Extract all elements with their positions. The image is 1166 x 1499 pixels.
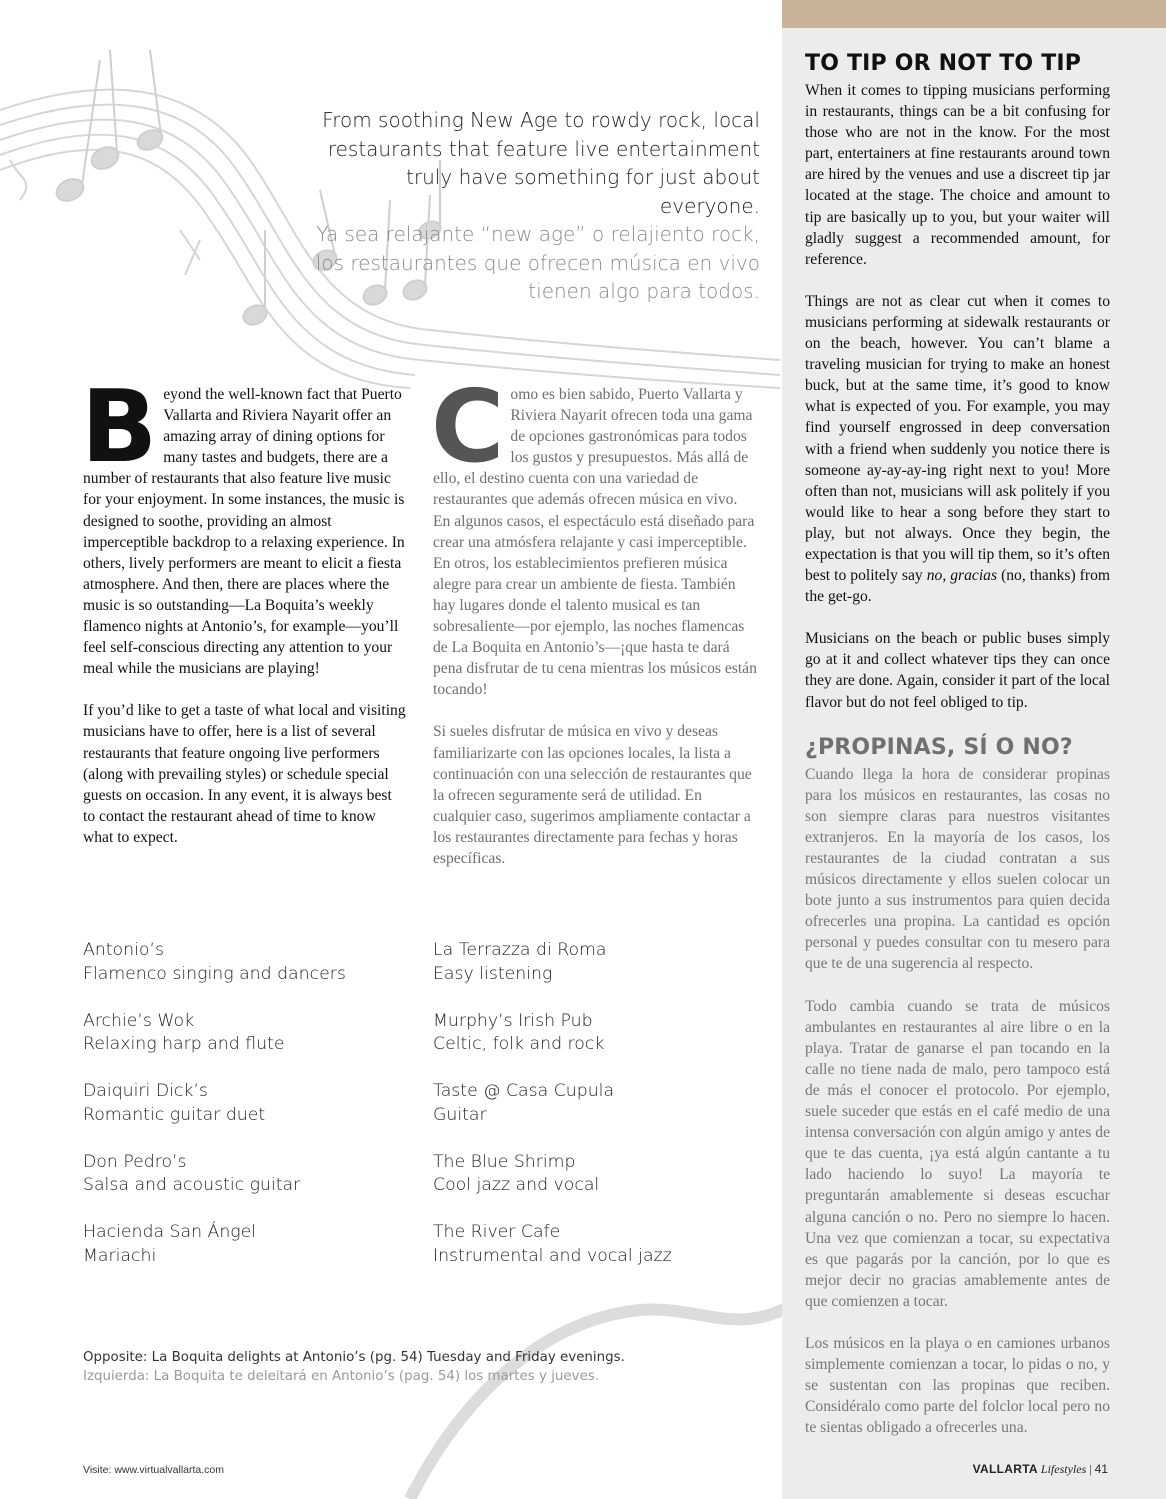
venue-style: Easy listening	[433, 963, 553, 984]
sidebar-paragraph-spanish: Los músicos en la playa o en camiones urbanos simplemente comienzan a tocar, lo pidas o no, y se sustentan con las propinas que reciben. Considéralo como parte del folclor local pero no te sientas obligado a ofrecerles una.	[805, 1334, 1110, 1437]
venue-item	[433, 1151, 753, 1222]
sidebar-text	[805, 50, 1110, 1459]
folio-separator: |	[1089, 1462, 1092, 1476]
venue-style: Instrumental and vocal jazz	[433, 1245, 672, 1266]
pull-quote-english: From soothing New Age to rowdy rock, local restaurants that feature live entertainment truly have something for just about everyone.	[322, 108, 760, 218]
drop-cap: C	[431, 368, 505, 485]
drop-cap: B	[81, 368, 158, 485]
sidebar-paragraph-spanish: Todo cambia cuando se trata de músicos ambulantes en restaurantes al aire libre o en la playa. Tratar de ganarse el pan tocando en la calle no tiene nada de malo, pero tampoco está de más el conocer el protocolo. Por ejemplo, suele suceder que estás en el café medio de una intensa conversación con algún amigo y antes de que te das cuenta, ¡ya está algún cantante a tu lado haciendo lo suyo! La mayoría te preguntarán amablemente si deseas escuchar alguna canción o no. Pero no siempre lo hacen. Una vez que comienzan a tocar, su expectativa es que pagarás por la canción, por lo que es mejor decir no gracias amablemente antes de que comienzen a tocar.	[805, 997, 1110, 1310]
sidebar-italic-phrase: no, gracias	[926, 567, 998, 585]
venue-name: Antonio’s	[83, 940, 164, 960]
venue-item	[433, 1221, 753, 1292]
sidebar-paragraph: When it comes to tipping musicians performing in restaurants, things can be a bit confusing for those who are not in the know. For the most part, entertainers at fine restaurants around town are hired by the venues and use a discreet tip jar located at the stage. The choice and amount to tip are basically up to you, but your waiter will gladly suggest a recommended amount, for reference.	[805, 82, 1110, 268]
venue-item	[433, 1010, 753, 1081]
page-number: 41	[1094, 1462, 1108, 1476]
footer-website: Visite: www.virtualvallarta.com	[83, 1464, 225, 1476]
caption-spanish: Izquierda: La Boquita te deleitará en Antonio’s (pag. 54) los martes y jueves.	[83, 1369, 600, 1384]
venue-name: La Terrazza di Roma	[433, 940, 607, 960]
pull-quote-spanish: Ya sea relajante “new age” o relajiento rock, los restaurantes que ofrecen música en vivo tienen algo para todos.	[315, 222, 760, 303]
venue-style: Guitar	[433, 1104, 487, 1125]
venue-list-left	[83, 939, 403, 1292]
pull-quote	[300, 106, 760, 306]
magazine-brand: VALLARTA	[972, 1462, 1038, 1476]
caption-english: Opposite: La Boquita delights at Antonio’s (pg. 54) Tuesday and Friday evenings.	[83, 1350, 625, 1365]
sidebar-color-band	[782, 0, 1166, 28]
sidebar-heading-spanish: ¿PROPINAS, SÍ O NO?	[805, 734, 1073, 760]
venue-name: The River Cafe	[433, 1222, 561, 1242]
venue-item	[433, 1080, 753, 1151]
sidebar-paragraph-spanish: Cuando llega la hora de considerar propinas para los músicos en restaurantes, las cosas no son siempre claras para nuestros visitantes extranjeros. En la mayoría de los casos, los restaurantes de la ciudad contratan a sus músicos directamente y ellos suelen colocar un bote junto a sus instrumentos para quien decida ofrecerles una propina. La cantidad es opción personal y puedes consultar con tu mesero para que te de una sugerencia al respecto.	[805, 765, 1110, 973]
venue-item	[433, 939, 753, 1010]
venue-name: Taste @ Casa Cupula	[433, 1081, 615, 1101]
magazine-brand-sub: Lifestyles	[1040, 1462, 1087, 1476]
paragraph-text: omo es bien sabido, Puerto Vallarta y Riviera Nayarit ofrecen toda una gama de opciones gastronómicas para todos los gustos y presupuestos. Más allá de ello, el destino cuenta con una variedad de restaurantes que además ofrecen música en vivo. En algunos casos, el espectáculo está diseñado para crear una atmósfera relajante y casi imperceptible. En otros, los establecimientos prefieren música alegre para crear un ambiente de fiesta. También hay lugares donde el talento musical es tan sobresaliente—por ejemplo, las noches flamencas de La Boquita en Antonio’s—¡que hasta te dará pena disfrutar de tu cena mientras los músicos están tocando!	[433, 386, 757, 699]
venue-item	[83, 1151, 403, 1222]
article-paragraph: Si sueles disfrutar de música en vivo y deseas familiarizarte con las opciones locales, la lista a continuación con una selección de restaurantes que la ofrecen seguramente será de utilidad. En cualquier caso, sugerimos ampliamente contactar a los restaurantes directamente para fechas y horas específicas.	[433, 723, 752, 867]
venue-item	[83, 1010, 403, 1081]
venue-style: Flamenco singing and dancers	[83, 963, 346, 984]
sidebar-paragraph: Musicians on the beach or public buses simply go at it and collect whatever tips they can once they are done. Again, consider it part of the local flavor but do not feel obliged to tip.	[805, 630, 1110, 711]
venue-name: Archie’s Wok	[83, 1010, 195, 1031]
venue-name: Hacienda San Ángel	[83, 1222, 257, 1242]
venue-item	[83, 1080, 403, 1151]
sidebar-text-run: (no, thanks) from the get-go.	[805, 567, 1110, 606]
footer-folio	[973, 1462, 1108, 1477]
sidebar-heading-english: TO TIP OR NOT TO TIP	[805, 51, 1082, 76]
article-paragraph: If you’d like to get a taste of what local and visiting musicians have to offer, here is a list of several restaurants that feature ongoing live performers (along with prevailing styles) or schedule special guests on occasion. In any event, it is always best to contact the restaurant ahead of time to know what to expect.	[83, 702, 406, 846]
sidebar-text-run: Things are not as clear cut when it comes to musicians performing at sidewalk restaurants or on the beach, however. You can’t blame a traveling musician for trying to make an honest buck, but at the same time, it’s good to know what is expected of you. For example, you may find yourself engrossed in deep conversation with a friend when suddenly you notice there is someone ay-ay-ay-ing right next to you! More often than not, musicians will ask politely if you would like to hear a song before they start to play, but not always. Once they begin, the expectation is that you will tip them, so it’s often best to politely say	[805, 292, 1110, 585]
venue-name: Don Pedro’s	[83, 1151, 187, 1172]
venue-style: Relaxing harp and flute	[83, 1034, 285, 1054]
venue-name: Murphy’s Irish Pub	[433, 1010, 593, 1031]
venue-name: The Blue Shrimp	[433, 1151, 576, 1172]
venue-style: Salsa and acoustic guitar	[83, 1175, 301, 1195]
venue-name: Daiquiri Dick’s	[83, 1081, 208, 1101]
sidebar-paragraph	[805, 291, 1110, 607]
article-column-spanish	[431, 368, 757, 890]
venue-list-right	[433, 939, 753, 1292]
paragraph-text: eyond the well-known fact that Puerto Vallarta and Riviera Nayarit offer an amazing array of dining options for many tastes and budgets, there are a number of restaurants that also feature live music for your enjoyment. In some instances, the music is designed to soothe, providing an almost imperceptible backdrop to a relaxing experience. In others, lively performers are meant to elicit a fiesta atmosphere. And then, there are places where the music is so outstanding—La Boquita’s weekly flamenco nights at Antonio’s, for example—you’ll feel self-conscious directing any attention to your meal while the musicians are playing!	[83, 386, 405, 678]
venue-style: Celtic, folk and rock	[433, 1034, 605, 1054]
venue-item	[83, 939, 403, 1010]
venue-style: Cool jazz and vocal	[433, 1175, 600, 1195]
venue-item	[83, 1221, 403, 1292]
photo-caption	[83, 1348, 723, 1386]
venue-style: Mariachi	[83, 1245, 157, 1266]
article-paragraph	[81, 368, 407, 679]
tipping-sidebar	[782, 0, 1166, 1499]
article-paragraph	[431, 368, 757, 700]
article-column-english	[81, 368, 407, 869]
venue-style: Romantic guitar duet	[83, 1104, 266, 1125]
